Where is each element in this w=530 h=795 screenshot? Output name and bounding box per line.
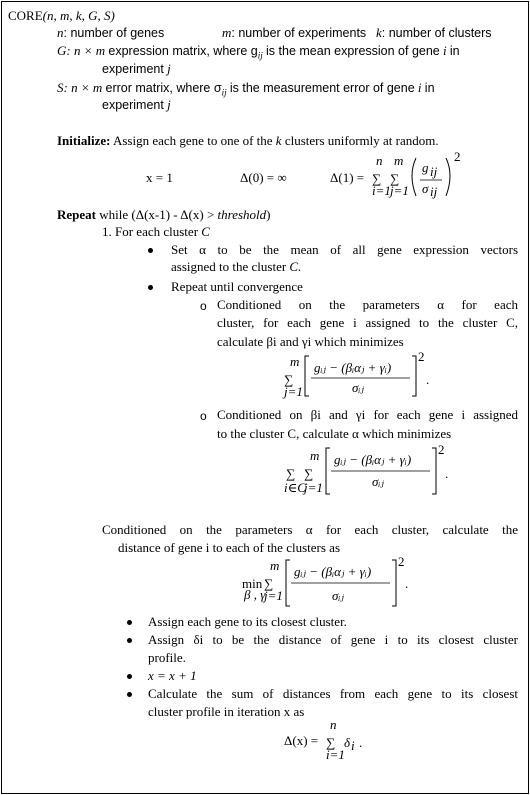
svg-text:∑: ∑ — [326, 735, 336, 750]
svg-text:σᵢⱼ: σᵢⱼ — [332, 588, 344, 603]
step1-bullet1-line2: assigned to the cluster C. — [171, 259, 302, 274]
svg-text:δ: δ — [344, 735, 351, 750]
def-g: G: n × m expression matrix, where $g_{ij}$ is the mean expression of gene i in — [57, 43, 460, 61]
svg-text:j=1: j=1 — [284, 384, 303, 399]
svg-text:g: g — [422, 160, 429, 175]
bullet-icon — [148, 285, 153, 290]
title-core: CORE — [8, 8, 43, 23]
formula-minimize-beta-gamma — [284, 349, 434, 402]
svg-text:m: m — [270, 558, 280, 573]
svg-text:σ: σ — [422, 181, 429, 196]
svg-text:β , γ: β , γ — [244, 587, 266, 602]
svg-text:2: 2 — [454, 149, 461, 164]
formula-delta-sum — [326, 717, 386, 766]
step1-bullet2: Repeat until convergence — [171, 279, 303, 294]
delta-x-label: Δ(x) = — [284, 733, 319, 748]
circle-bullet-icon: o — [200, 409, 207, 423]
svg-text:gᵢⱼ − (βᵢαⱼ + γᵢ): gᵢⱼ − (βᵢαⱼ + γᵢ) — [334, 452, 412, 467]
svg-text:∑: ∑ — [304, 466, 314, 481]
def-k: k: number of clusters — [376, 25, 492, 40]
step1-bullet1-line1: Set α to be the mean of all gene expression vectors — [171, 242, 518, 257]
svg-text:∑: ∑ — [284, 372, 294, 387]
step1-line: 1. For each cluster C — [102, 224, 210, 239]
bullet-icon — [127, 620, 132, 625]
def-m: m: number of experiments — [222, 25, 367, 40]
step2-line2: distance of gene i to each of the clusters as — [118, 540, 340, 555]
circle-bullet-icon: o — [200, 299, 207, 313]
init-x: x = 1 — [146, 170, 173, 185]
svg-text:ij: ij — [430, 164, 438, 179]
algorithm-title — [8, 8, 115, 24]
svg-text:i: i — [351, 738, 355, 753]
step2-bullet2-line2: profile. — [148, 650, 186, 665]
formula-distance — [240, 554, 420, 612]
svg-text:m: m — [394, 153, 404, 168]
step2-bullet1: Assign each gene to its closest cluster. — [148, 614, 347, 629]
def-n: n: number of genes — [57, 25, 165, 40]
def-s-cont: experiment j — [102, 97, 171, 112]
svg-text:∑: ∑ — [264, 576, 274, 591]
svg-text:σᵢⱼ: σᵢⱼ — [372, 474, 384, 489]
init-delta0: Δ(0) = ∞ — [240, 170, 287, 185]
title-params: (n, m, k, G, S) — [42, 8, 115, 23]
svg-text:gᵢⱼ − (βᵢαⱼ + γᵢ): gᵢⱼ − (βᵢαⱼ + γᵢ) — [294, 564, 372, 579]
svg-text:min: min — [242, 576, 263, 591]
svg-text:.: . — [426, 372, 430, 387]
step2-bullet3: x = x + 1 — [148, 668, 197, 683]
step1-sub2-line1: Conditioned on βi and γi for each gene i assigned — [217, 407, 518, 422]
repeat-line: Repeat while (Δ(x-1) - Δ(x) > threshold) — [57, 207, 271, 222]
svg-text:ij: ij — [430, 184, 438, 199]
def-s: S: n × m error matrix, where $\sigma_{ij}$ is the measurement error of gene i in — [57, 80, 435, 98]
svg-text:∑: ∑ — [372, 171, 382, 186]
svg-text:m: m — [310, 448, 320, 463]
svg-text:gᵢⱼ − (βᵢαⱼ + γᵢ): gᵢⱼ − (βᵢαⱼ + γᵢ) — [314, 360, 392, 375]
bullet-icon — [127, 692, 132, 697]
svg-text:.: . — [359, 735, 363, 750]
init-delta1-formula — [372, 150, 472, 200]
bullet-icon — [148, 248, 153, 253]
svg-text:2: 2 — [398, 554, 405, 569]
svg-text:2: 2 — [438, 442, 445, 457]
svg-text:j=1: j=1 — [264, 588, 283, 603]
bullet-icon — [127, 674, 132, 679]
init-line: Initialize: Assign each gene to one of the k clusters uniformly at random. — [57, 133, 439, 148]
svg-text:n: n — [330, 717, 337, 732]
svg-text:m: m — [290, 354, 300, 369]
init-delta1-label: Δ(1) = — [330, 170, 365, 185]
svg-text:n: n — [376, 153, 383, 168]
algorithm-box — [1, 1, 529, 794]
step2-line1: Conditioned on the parameters α for each cluster, calculate the — [102, 522, 518, 537]
def-g-cont: experiment j — [102, 61, 171, 76]
svg-text:∑: ∑ — [390, 171, 400, 186]
svg-text:j=1: j=1 — [390, 183, 409, 198]
svg-text:σᵢⱼ: σᵢⱼ — [352, 380, 364, 395]
step1-sub1-line2: cluster, for each gene i assigned to the cluster C, — [217, 315, 518, 330]
formula-minimize-alpha — [286, 444, 456, 498]
step1-sub1-line1: Conditioned on the parameters α for each — [217, 297, 518, 312]
svg-text:.: . — [405, 576, 409, 591]
step1-sub2-line2: to the cluster C, calculate α which minimizes — [217, 426, 452, 441]
step1-sub1-line3: calculate βi and γi which minimizes — [217, 334, 404, 349]
step2-bullet2-line1: Assign δi to be the distance of gene i to its closest cluster — [148, 632, 518, 647]
svg-text:2: 2 — [418, 349, 425, 364]
svg-text:.: . — [445, 466, 449, 481]
svg-text:i=1: i=1 — [372, 183, 391, 198]
svg-text:∑: ∑ — [286, 466, 296, 481]
bullet-icon — [127, 638, 132, 643]
step2-bullet4-line1: Calculate the sum of distances from each gene to its closest — [148, 686, 518, 701]
step2-bullet4-line2: cluster profile in iteration x as — [148, 704, 305, 719]
svg-text:i=1: i=1 — [326, 747, 345, 762]
svg-text:i∈C: i∈C — [284, 480, 306, 495]
svg-text:j=1: j=1 — [304, 480, 323, 495]
